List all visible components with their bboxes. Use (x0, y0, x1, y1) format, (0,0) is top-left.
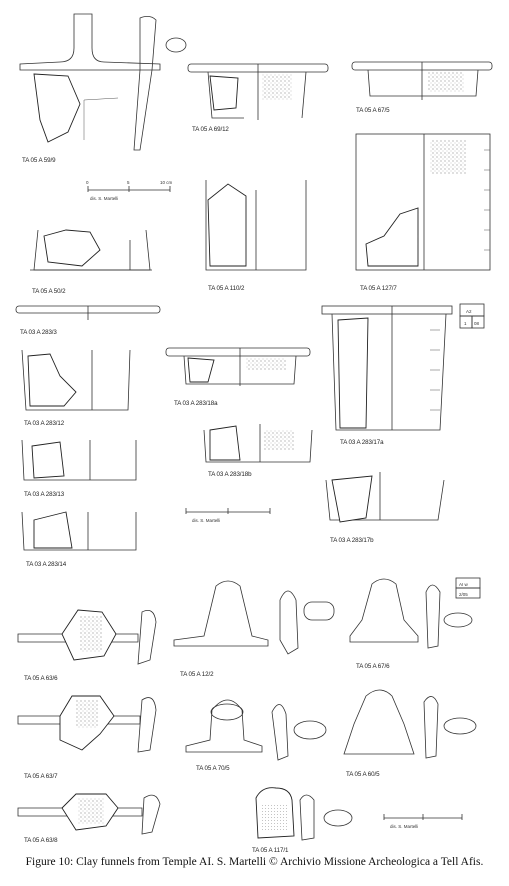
funnel-283-18b-drawing (204, 424, 312, 478)
label-69-12: TA 05 A 69/12 (192, 126, 229, 133)
funnel-67-5-drawing (352, 62, 492, 114)
funnel-69-12-drawing (188, 64, 328, 133)
funnel-50-2-drawing (30, 230, 152, 295)
box-1: 1 (464, 321, 467, 326)
label-283-18a: TA 03 A 283/18a (174, 400, 218, 407)
label-70-5: TA 05 A 70/5 (196, 765, 230, 772)
figure-caption: Figure 10: Clay funnels from Temple AI. S. Martelli © Archivio Missione Archeologica a Tell Afis. (25, 856, 484, 868)
funnel-283-3-drawing (16, 306, 160, 336)
label-63-6: TA 05 A 63/6 (24, 675, 58, 682)
funnel-63-8-drawing (18, 794, 160, 844)
scale-10: 10 cm (160, 180, 173, 185)
label-110-2: TA 05 A 110/2 (208, 285, 245, 292)
box-al-w: AI w (459, 582, 468, 587)
scale-0: 0 (86, 180, 89, 185)
scale-bar-2 (186, 508, 270, 523)
funnel-63-7-drawing (18, 696, 156, 780)
funnel-67-6-drawing (350, 579, 472, 670)
label-60-5: TA 05 A 60/5 (346, 771, 380, 778)
funnel-60-5-drawing (344, 690, 476, 778)
funnel-12-2-drawing (174, 581, 334, 678)
label-67-6: TA 05 A 67/6 (356, 663, 390, 670)
label-50-2: TA 05 A 50/2 (32, 288, 66, 295)
context-box-1 (460, 304, 484, 328)
funnel-110-2-drawing (206, 180, 306, 292)
funnel-59-9-drawing (20, 14, 186, 164)
box-08: 08 (474, 321, 480, 326)
funnel-63-6-drawing (18, 610, 156, 682)
label-283-17a: TA 03 A 283/17a (340, 439, 384, 446)
label-283-13: TA 03 A 283/13 (24, 491, 65, 498)
funnel-127-7-drawing (356, 134, 490, 292)
box-2-05: 2/05 (459, 592, 468, 597)
scale-5: 5 (127, 180, 130, 185)
label-63-7: TA 05 A 63/7 (24, 773, 58, 780)
label-117-1: TA 05 A 117/1 (252, 847, 289, 854)
scale-credit-1: dis. S. Martelli (90, 196, 119, 201)
label-283-14: TA 03 A 283/14 (26, 561, 67, 568)
label-283-12: TA 03 A 283/12 (24, 420, 65, 427)
label-127-7: TA 05 A 127/7 (360, 285, 397, 292)
label-12-2: TA 05 A 12/2 (180, 671, 214, 678)
funnel-283-18a-drawing (166, 348, 310, 407)
label-283-17b: TA 03 A 283/17b (330, 537, 374, 544)
scale-bar-3 (384, 814, 462, 829)
funnel-283-13-drawing (22, 440, 136, 498)
funnel-283-17a-drawing (322, 306, 452, 446)
scale-bar-1 (86, 180, 173, 201)
funnel-283-12-drawing (22, 350, 130, 427)
box-a2: A2 (466, 309, 472, 314)
funnel-117-1-drawing (252, 788, 352, 854)
context-box-2 (456, 578, 480, 598)
label-59-9: TA 05 A 59/9 (22, 157, 56, 164)
scale-credit-2: dis. S. Martelli (192, 518, 221, 523)
funnel-70-5-drawing (186, 700, 326, 772)
funnel-283-14-drawing (22, 512, 136, 568)
label-63-8: TA 05 A 63/8 (24, 837, 58, 844)
label-67-5: TA 05 A 67/5 (356, 107, 390, 114)
funnel-283-17b-drawing (326, 472, 444, 544)
label-283-3: TA 03 A 283/3 (20, 329, 57, 336)
scale-credit-3: dis. S. Martelli (390, 824, 419, 829)
label-283-18b: TA 03 A 283/18b (208, 471, 252, 478)
